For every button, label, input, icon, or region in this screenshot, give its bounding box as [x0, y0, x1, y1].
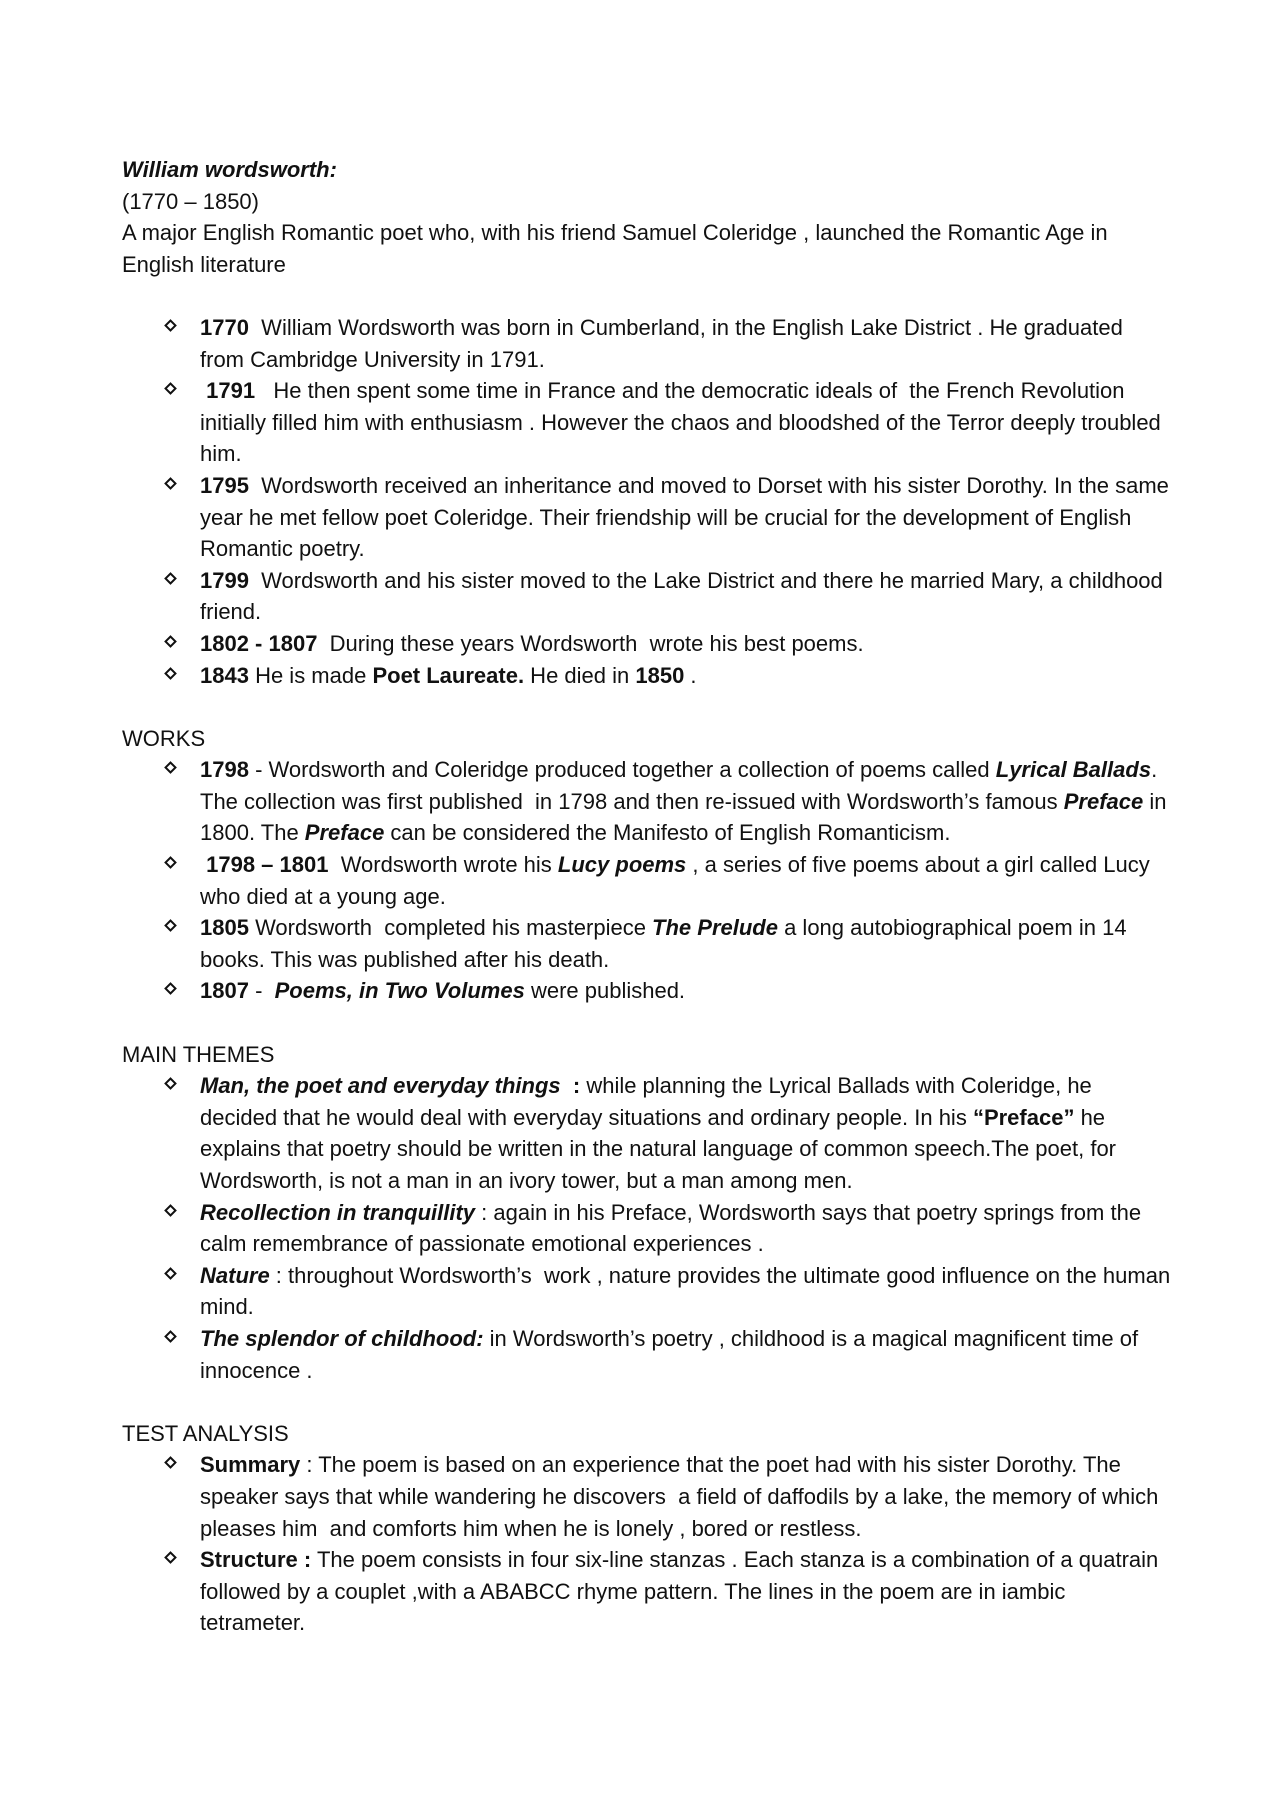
intro-description: A major English Romantic poet who, with his friend Samuel Coleridge , launched the Romantic Age in English literature [122, 220, 1108, 277]
themes-list [122, 1070, 1177, 1386]
list-item: 1799 Wordsworth and his sister moved to the Lake District and there he married Mary, a childhood friend. [122, 565, 1172, 628]
list-item: 1805 Wordsworth completed his masterpiece The Prelude a long autobiographical poem in 14 books. This was published after his death. [122, 912, 1172, 975]
section-heading-works: WORKS [122, 725, 206, 751]
diamond-bullet-icon [164, 477, 177, 490]
list-item: 1770 William Wordsworth was born in Cumberland, in the English Lake District . He graduated from Cambridge University in 1791. [122, 312, 1172, 375]
list-item: Nature : throughout Wordsworth’s work , nature provides the ultimate good influence on the human mind. [122, 1260, 1172, 1323]
list-item: 1843 He is made Poet Laureate. He died in 1850 . [122, 660, 1172, 692]
spacer [122, 691, 1172, 723]
section-heading-analysis: TEST ANALYSIS [122, 1420, 289, 1446]
diamond-bullet-icon [164, 1456, 177, 1469]
diamond-bullet-icon [164, 983, 177, 996]
diamond-bullet-icon [164, 1077, 177, 1090]
spacer [122, 280, 1172, 312]
diamond-bullet-icon [164, 1551, 177, 1564]
list-item: Recollection in tranquillity : again in his Preface, Wordsworth says that poetry springs from the calm remembrance of passionate emotional experiences . [122, 1197, 1172, 1260]
diamond-bullet-icon [164, 667, 177, 680]
diamond-bullet-icon [164, 761, 177, 774]
list-item: 1795 Wordsworth received an inheritance and moved to Dorset with his sister Dorothy. In the same year he met fellow poet Coleridge. Their friendship will be crucial for the development of English Romantic poetry. [122, 470, 1172, 565]
diamond-bullet-icon [164, 382, 177, 395]
works-list [122, 754, 1172, 1007]
list-item: The splendor of childhood: in Wordsworth’s poetry , childhood is a magical magnificent time of innocence . [122, 1323, 1172, 1386]
list-item: 1802 - 1807 During these years Wordsworth wrote his best poems. [122, 628, 1172, 660]
diamond-bullet-icon [164, 1204, 177, 1217]
diamond-bullet-icon [164, 1267, 177, 1280]
list-item: 1807 - Poems, in Two Volumes were published. [122, 975, 1172, 1007]
list-item: 1798 - Wordsworth and Coleridge produced together a collection of poems called Lyrical Ballads. The collection was first published in 1798 and then re-issued with Wordsworth’s famous Preface in 1800. The Preface can be considered the Manifesto of English Romanticism. [122, 754, 1172, 849]
diamond-bullet-icon [164, 1330, 177, 1343]
diamond-bullet-icon [164, 635, 177, 648]
life-dates: (1770 – 1850) [122, 188, 259, 214]
diamond-bullet-icon [164, 919, 177, 932]
analysis-list [122, 1449, 1172, 1639]
diamond-bullet-icon [164, 319, 177, 332]
list-item: 1798 – 1801 Wordsworth wrote his Lucy poems , a series of five poems about a girl called Lucy who died at a young age. [122, 849, 1172, 912]
spacer [122, 1386, 1172, 1418]
spacer [122, 1007, 1172, 1039]
diamond-bullet-icon [164, 572, 177, 585]
list-item: 1791 He then spent some time in France and the democratic ideals of the French Revolution initially filled him with enthusiasm . However the chaos and bloodshed of the Terror deeply troubled him. [122, 375, 1172, 470]
document-page [122, 154, 1177, 1639]
diamond-bullet-icon [164, 856, 177, 869]
list-item: Summary : The poem is based on an experience that the poet had with his sister Dorothy. The speaker says that while wandering he discovers a field of daffodils by a lake, the memory of which pleases him and comforts him when he is lonely , bored or restless. [122, 1449, 1172, 1544]
list-item: Structure : The poem consists in four six-line stanzas . Each stanza is a combination of a quatrain followed by a couplet ,with a ABABCC rhyme pattern. The lines in the poem are in iambic tetrameter. [122, 1544, 1172, 1639]
list-item: Man, the poet and everyday things : while planning the Lyrical Ballads with Coleridge, he decided that he would deal with everyday situations and ordinary people. In his “Preface” he explains that poetry should be written in the natural language of common speech.The poet, for Wordsworth, is not a man in an ivory tower, but a man among men. [122, 1070, 1172, 1196]
life-timeline-list [122, 312, 1176, 691]
page-title: William wordsworth: [122, 157, 337, 182]
section-heading-themes: MAIN THEMES [122, 1041, 275, 1067]
